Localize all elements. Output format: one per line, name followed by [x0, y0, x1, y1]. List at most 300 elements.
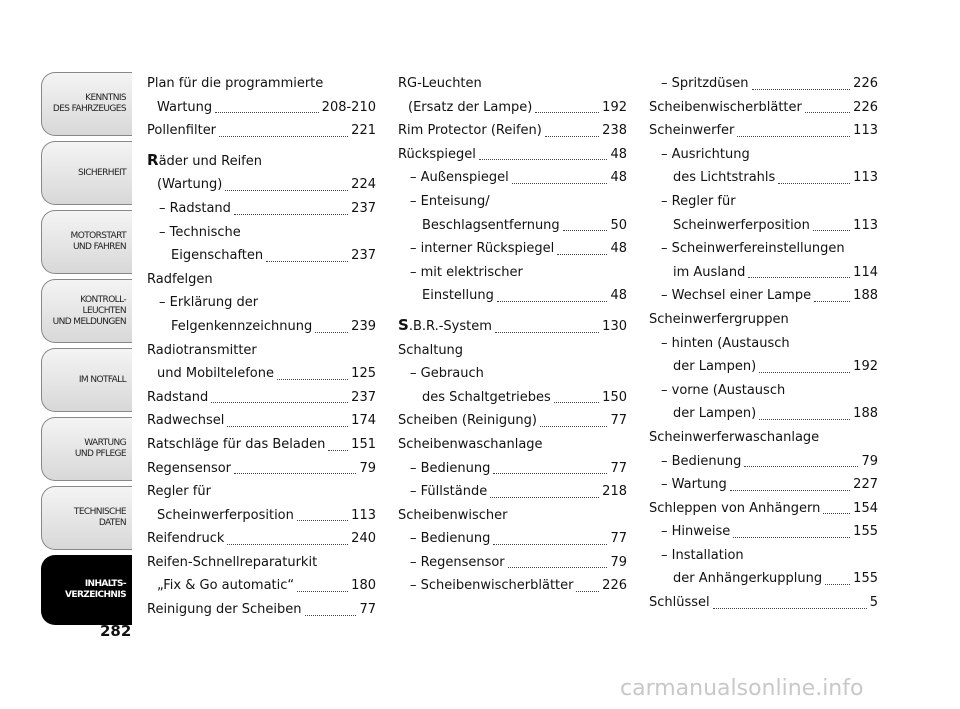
- index-page-ref: 192: [853, 359, 878, 375]
- index-entry: [147, 457, 376, 481]
- index-entry: [147, 268, 376, 292]
- index-entry: [147, 386, 376, 410]
- index-entry-text: [661, 379, 785, 403]
- index-page-ref: 79: [359, 460, 376, 476]
- index-entry-label: Scheinwerferposition: [673, 217, 810, 233]
- index-entry-label: – Wartung: [661, 477, 727, 493]
- dot-leader: [778, 183, 850, 184]
- dot-leader: [759, 419, 850, 420]
- index-entry-label: Felgenkennzeichnung: [171, 318, 313, 334]
- index-entry: [147, 574, 376, 598]
- index-page-ref: 240: [351, 531, 376, 547]
- index-entry-text: [410, 480, 487, 504]
- index-entry: [649, 190, 878, 214]
- index-page-ref: 237: [351, 389, 376, 405]
- index-entry: [398, 214, 627, 238]
- index-page-ref: 48: [610, 241, 627, 257]
- index-entry: [649, 450, 878, 474]
- index-entry: [398, 119, 627, 143]
- index-entry-label: der Lampen): [673, 359, 757, 375]
- index-entry: [649, 96, 878, 120]
- dot-leader: [713, 608, 867, 609]
- index-entry-text: [147, 149, 262, 174]
- index-entry-label: der Lampen): [673, 406, 757, 422]
- index-entry: [398, 551, 627, 575]
- index-entry: [649, 72, 878, 96]
- index-entry-label: Beschlagsentfernung: [422, 217, 560, 233]
- watermark: carmanualsonline.info: [620, 676, 864, 701]
- index-entry: [649, 308, 878, 332]
- index-entry-label: – Füllstände: [410, 484, 488, 500]
- index-entry: [398, 166, 627, 190]
- index-entry: [398, 190, 627, 214]
- index-entry-text: [157, 504, 294, 528]
- index-page-ref: 208-210: [321, 99, 376, 115]
- index-entry: [147, 149, 376, 174]
- index-entry: [649, 426, 878, 450]
- index-entry-label: Scheinwerferwaschanlage: [649, 429, 820, 445]
- dot-leader: [328, 450, 348, 451]
- index-entry-text: [159, 291, 258, 315]
- index-entry-label: im Ausland: [673, 264, 746, 280]
- index-entry-text: [398, 409, 537, 433]
- index-entry-label: Rückspiegel: [398, 146, 476, 162]
- index-entry: [398, 504, 627, 528]
- index-entry: [649, 473, 878, 497]
- index-page-ref: 114: [853, 264, 878, 280]
- tab-wartung-und-pflege[interactable]: WARTUNG UND PFLEGE: [41, 417, 132, 481]
- index-entry: [147, 119, 376, 143]
- index-entry-text: [673, 261, 745, 285]
- index-entry-text: [147, 457, 231, 481]
- index-page-ref: 226: [853, 99, 878, 115]
- index-entry: [398, 72, 627, 96]
- index-entry: [398, 362, 627, 386]
- index-entry-text: [147, 339, 257, 363]
- index-page-ref: 188: [853, 288, 878, 304]
- index-entry: [649, 237, 878, 261]
- page-number: 282: [100, 622, 132, 640]
- index-entry-text: [147, 551, 317, 575]
- section-tabs: [41, 72, 132, 630]
- index-page-ref: 5: [869, 595, 878, 611]
- index-entry-label: Ratschläge für das Beladen: [147, 436, 326, 452]
- dot-leader: [266, 261, 348, 262]
- index-entry-label: Rim Protector (Reifen): [398, 123, 542, 139]
- dot-leader: [823, 513, 850, 514]
- dot-leader: [557, 254, 607, 255]
- index-page-ref: 238: [602, 123, 627, 139]
- index-column-1: [147, 72, 376, 622]
- dot-leader: [563, 230, 608, 231]
- index-entry-text: [159, 221, 241, 245]
- index-entry-label: äder und Reifen: [158, 153, 262, 169]
- index-entry-label: – interner Rückspiegel: [410, 241, 555, 257]
- index-entry-label: Radwechsel: [147, 413, 225, 429]
- index-page-ref: 239: [351, 318, 376, 334]
- dot-leader: [297, 591, 348, 592]
- index-entry-text: [422, 284, 494, 308]
- index-entry-label: Scheinwerfer: [649, 123, 735, 139]
- index-entry-text: [410, 237, 554, 261]
- index-entry: [649, 355, 878, 379]
- index-entry: [147, 551, 376, 575]
- index-entry-text: [661, 450, 741, 474]
- index-entry-label: – Radstand: [159, 200, 231, 216]
- index-page-ref: 79: [861, 453, 878, 469]
- index-entry-text: [673, 214, 810, 238]
- index-entry: [147, 598, 376, 622]
- tab-technische-daten[interactable]: TECHNISCHE DATEN: [41, 486, 132, 550]
- index-entry-text: [147, 72, 323, 96]
- index-entry-text: [157, 362, 274, 386]
- index-entry-text: [398, 72, 482, 96]
- index-entry-text: [410, 190, 490, 214]
- index-entry: [649, 520, 878, 544]
- index-entry-label: und Mobiltelefone: [157, 366, 274, 382]
- index-entry: [398, 386, 627, 410]
- index-entry-label: Radfelgen: [147, 271, 213, 287]
- dot-leader: [535, 112, 599, 113]
- dot-leader: [495, 332, 599, 333]
- index-entry-label: Wartung: [157, 99, 213, 115]
- index-entry-text: [673, 402, 756, 426]
- index-entry: [649, 332, 878, 356]
- index-entry: [649, 261, 878, 285]
- index-page-ref: 77: [359, 602, 376, 618]
- index-entry: [398, 457, 627, 481]
- index-entry-label: – Scheinwerfereinstellungen: [661, 241, 845, 257]
- index-page-ref: 227: [853, 477, 878, 493]
- dot-leader: [493, 544, 607, 545]
- index-page-ref: 151: [351, 436, 376, 452]
- index-page-ref: 79: [610, 554, 627, 570]
- index-entry-text: [398, 339, 463, 363]
- index-entry-label: Scheiben (Reinigung): [398, 413, 537, 429]
- index-letter: S: [398, 315, 409, 334]
- index-entry-label: – Regler für: [661, 193, 736, 209]
- index-entry-text: [661, 473, 727, 497]
- index-entry-label: – Scheibenwischerblätter: [410, 578, 574, 594]
- index-entry-text: [410, 457, 490, 481]
- dot-leader: [508, 567, 608, 568]
- index-page-ref: 77: [610, 460, 627, 476]
- dot-leader: [493, 473, 607, 474]
- index-entry-label: – Bedienung: [410, 531, 491, 547]
- index-entry-text: [410, 166, 509, 190]
- dot-leader: [512, 183, 608, 184]
- index-entry-label: Reifendruck: [147, 531, 225, 547]
- index-entry-label: – hinten (Austausch: [661, 335, 790, 351]
- index-entry: [398, 527, 627, 551]
- tab-im-notfall[interactable]: IM NOTFALL: [41, 348, 132, 412]
- index-entry-label: Scheibenwischer: [398, 507, 508, 523]
- index-entry-label: – Installation: [661, 547, 744, 563]
- index-entry-label: Regensensor: [147, 460, 232, 476]
- index-entry-label: – Bedienung: [410, 460, 491, 476]
- index-entry-text: [147, 480, 211, 504]
- dot-leader: [813, 230, 850, 231]
- index-entry: [147, 480, 376, 504]
- dot-leader: [814, 301, 850, 302]
- index-entry-text: [673, 567, 822, 591]
- index-entry-label: – Bedienung: [661, 453, 742, 469]
- index-page-ref: 113: [853, 170, 878, 186]
- index-page-ref: 130: [602, 318, 627, 334]
- index-entry-label: Regler für: [147, 484, 211, 500]
- index-entry-text: [661, 190, 736, 214]
- index-entry-text: [410, 551, 505, 575]
- dot-leader: [554, 402, 599, 403]
- index-page-ref: 48: [610, 288, 627, 304]
- index-page-ref: 218: [602, 484, 627, 500]
- index-entry-label: – Technische: [159, 224, 241, 240]
- index-entry: [147, 221, 376, 245]
- tab-inhalts-verzeichnis[interactable]: INHALTS- VERZEICHNIS: [41, 555, 132, 625]
- index-page-ref: 154: [853, 500, 878, 516]
- index-page-ref: 150: [602, 389, 627, 405]
- index-entry: [398, 574, 627, 598]
- index-entry: [398, 261, 627, 285]
- index-entry-label: – Außenspiegel: [410, 170, 509, 186]
- tab-kenntnis-des-fahrzeuges[interactable]: KENNTNIS DES FAHRZEUGES: [41, 72, 132, 136]
- index-entry-label: „Fix & Go automatic“: [157, 578, 295, 594]
- index-entry-text: [422, 386, 551, 410]
- dot-leader: [805, 112, 850, 113]
- index-entry-label: der Anhängerkupplung: [673, 571, 823, 587]
- index-page-ref: 48: [610, 170, 627, 186]
- index-entry-label: – Ausrichtung: [661, 146, 750, 162]
- index-entry-text: [171, 244, 263, 268]
- index-entry-label: Reinigung der Scheiben: [147, 602, 302, 618]
- index-entry-label: Scheibenwischerblätter: [649, 99, 802, 115]
- index-entry: [147, 504, 376, 528]
- index-entry-label: – Hinweise: [661, 524, 731, 540]
- index-entry-label: – Spritzdüsen: [661, 76, 749, 91]
- index-entry: [649, 214, 878, 238]
- index-entry: [649, 544, 878, 568]
- index-entry: [398, 480, 627, 504]
- tab-sicherheit[interactable]: SICHERHEIT: [41, 141, 132, 205]
- index-entry-text: [661, 284, 811, 308]
- index-page-ref: 226: [853, 76, 878, 91]
- index-entry-label: Reifen-Schnellreparaturkit: [147, 554, 318, 570]
- dot-leader: [730, 490, 850, 491]
- index-entry-label: Plan für die programmierte: [147, 76, 324, 91]
- index-page-ref: 226: [602, 578, 627, 594]
- dot-leader: [315, 332, 348, 333]
- index-entry-label: Eigenschaften: [171, 248, 264, 264]
- index-entry-text: [159, 197, 231, 221]
- index-page-ref: 125: [351, 366, 376, 382]
- dot-leader: [219, 136, 348, 137]
- index-entry: [398, 433, 627, 457]
- index-entry-text: [171, 315, 312, 339]
- index-entry: [147, 291, 376, 315]
- dot-leader: [576, 591, 599, 592]
- dot-leader: [211, 402, 348, 403]
- index-entry: [147, 409, 376, 433]
- index-entry-text: [661, 520, 730, 544]
- index-entry-text: [649, 591, 710, 615]
- index-entry-text: [147, 386, 208, 410]
- index-entry-text: [661, 237, 845, 261]
- dot-leader: [759, 372, 850, 373]
- dot-leader: [497, 301, 608, 302]
- index-entry: [398, 339, 627, 363]
- index-entry: [649, 567, 878, 591]
- index-column-2: [398, 72, 627, 598]
- index-entry-label: – mit elektrischer: [410, 264, 523, 280]
- index-page-ref: 48: [610, 146, 627, 162]
- index-entry-text: [649, 497, 820, 521]
- index-entry-text: [398, 119, 542, 143]
- index-entry-text: [661, 143, 750, 167]
- index-entry-text: [661, 544, 744, 568]
- index-entry-label: RG-Leuchten: [398, 76, 482, 91]
- index-entry-label: – vorne (Austausch: [661, 382, 786, 398]
- index-entry-label: Scheinwerfergruppen: [649, 311, 789, 327]
- index-entry-text: [410, 261, 523, 285]
- index-entry: [398, 237, 627, 261]
- index-entry-text: [398, 314, 492, 339]
- index-entry-text: [157, 173, 222, 197]
- index-entry-text: [649, 119, 734, 143]
- index-entry: [649, 591, 878, 615]
- index-entry: [649, 119, 878, 143]
- dot-leader: [733, 537, 850, 538]
- index-page-ref: 77: [610, 531, 627, 547]
- dot-leader: [305, 615, 357, 616]
- index-entry-label: Einstellung: [422, 288, 494, 304]
- dot-leader: [215, 112, 319, 113]
- dot-leader: [752, 89, 851, 90]
- index-entry: [147, 315, 376, 339]
- index-entry: [649, 497, 878, 521]
- dot-leader: [234, 214, 348, 215]
- index-entry: [147, 244, 376, 268]
- dot-leader: [225, 190, 348, 191]
- index-entry: [649, 284, 878, 308]
- index-entry: [147, 96, 376, 120]
- index-entry: [398, 409, 627, 433]
- index-entry-text: [422, 214, 560, 238]
- index-entry: [147, 362, 376, 386]
- index-entry-text: [147, 433, 325, 457]
- index-entry-text: [408, 96, 532, 120]
- index-entry: [398, 314, 627, 339]
- index-entry-text: [147, 268, 213, 292]
- index-entry-text: [398, 433, 543, 457]
- index-entry: [398, 143, 627, 167]
- index-page-ref: 155: [853, 524, 878, 540]
- index-entry-text: [147, 119, 216, 143]
- index-page-ref: 237: [351, 248, 376, 264]
- index-entry-label: – Enteisung/: [410, 193, 490, 209]
- index-entry: [147, 527, 376, 551]
- index-letter: R: [147, 150, 159, 169]
- index-entry: [649, 143, 878, 167]
- index-entry-text: [157, 96, 212, 120]
- index-page-ref: 224: [351, 177, 376, 193]
- index-entry-text: [410, 362, 484, 386]
- tab-motorstart-und-fahren[interactable]: MOTORSTART UND FAHREN: [41, 210, 132, 274]
- index-entry-label: – Gebrauch: [410, 366, 484, 382]
- index-entry-text: [649, 426, 819, 450]
- index-entry-text: [673, 355, 756, 379]
- index-entry: [147, 197, 376, 221]
- dot-leader: [277, 379, 348, 380]
- dot-leader: [490, 497, 599, 498]
- dot-leader: [234, 473, 356, 474]
- dot-leader: [297, 520, 348, 521]
- index-entry: [649, 379, 878, 403]
- index-entry: [398, 284, 627, 308]
- index-page-ref: 221: [351, 123, 376, 139]
- index-entry-label: Radiotransmitter: [147, 342, 257, 358]
- index-entry: [398, 96, 627, 120]
- index-entry: [147, 339, 376, 363]
- dot-leader: [825, 584, 850, 585]
- dot-leader: [227, 544, 348, 545]
- index-entry: [147, 433, 376, 457]
- index-entry-text: [410, 527, 490, 551]
- index-entry-text: [157, 574, 294, 598]
- index-entry-text: [398, 504, 507, 528]
- index-page-ref: 180: [351, 578, 376, 594]
- dot-leader: [227, 426, 348, 427]
- dot-leader: [744, 466, 858, 467]
- dot-leader: [540, 426, 608, 427]
- dot-leader: [479, 159, 608, 160]
- index-entry-text: [147, 527, 224, 551]
- index-entry: [649, 166, 878, 190]
- index-page-ref: 237: [351, 200, 376, 216]
- index-page-ref: 113: [853, 123, 878, 139]
- index-column-3: [649, 72, 878, 615]
- index-entry-text: [398, 143, 476, 167]
- index-page-ref: 155: [853, 571, 878, 587]
- index-entry-text: [410, 574, 573, 598]
- index-entry-label: Pollenfilter: [147, 123, 217, 139]
- index-page-ref: 113: [853, 217, 878, 233]
- index-page-ref: 188: [853, 406, 878, 422]
- index-entry-text: [147, 598, 302, 622]
- index-entry-label: Radstand: [147, 389, 209, 405]
- index-page-ref: 50: [610, 217, 627, 233]
- index-entry-label: Schlüssel: [649, 595, 710, 611]
- index-page-ref: 113: [351, 507, 376, 523]
- index-page-ref: 192: [602, 99, 627, 115]
- index-entry-label: Schaltung: [398, 342, 464, 358]
- index-entry: [147, 72, 376, 96]
- index-entry: [147, 173, 376, 197]
- index-entry-label: des Lichtstrahls: [673, 170, 776, 186]
- index-entry-text: [649, 308, 789, 332]
- dot-leader: [737, 136, 850, 137]
- index-entry-label: – Erklärung der: [159, 295, 259, 311]
- index-entry-text: [661, 72, 749, 96]
- index-entry-label: (Wartung): [157, 177, 223, 193]
- index-entry-label: .B.R.-System: [408, 318, 492, 334]
- index-page-ref: 174: [351, 413, 376, 429]
- index-entry-label: Scheibenwaschanlage: [398, 436, 543, 452]
- index-entry-text: [147, 409, 224, 433]
- index-entry: [649, 402, 878, 426]
- index-entry-label: – Wechsel einer Lampe: [661, 288, 812, 304]
- tab-kontroll-leuchten-und-meldungen[interactable]: KONTROLL- LEUCHTEN UND MELDUNGEN: [41, 279, 132, 343]
- index-entry-text: [649, 96, 802, 120]
